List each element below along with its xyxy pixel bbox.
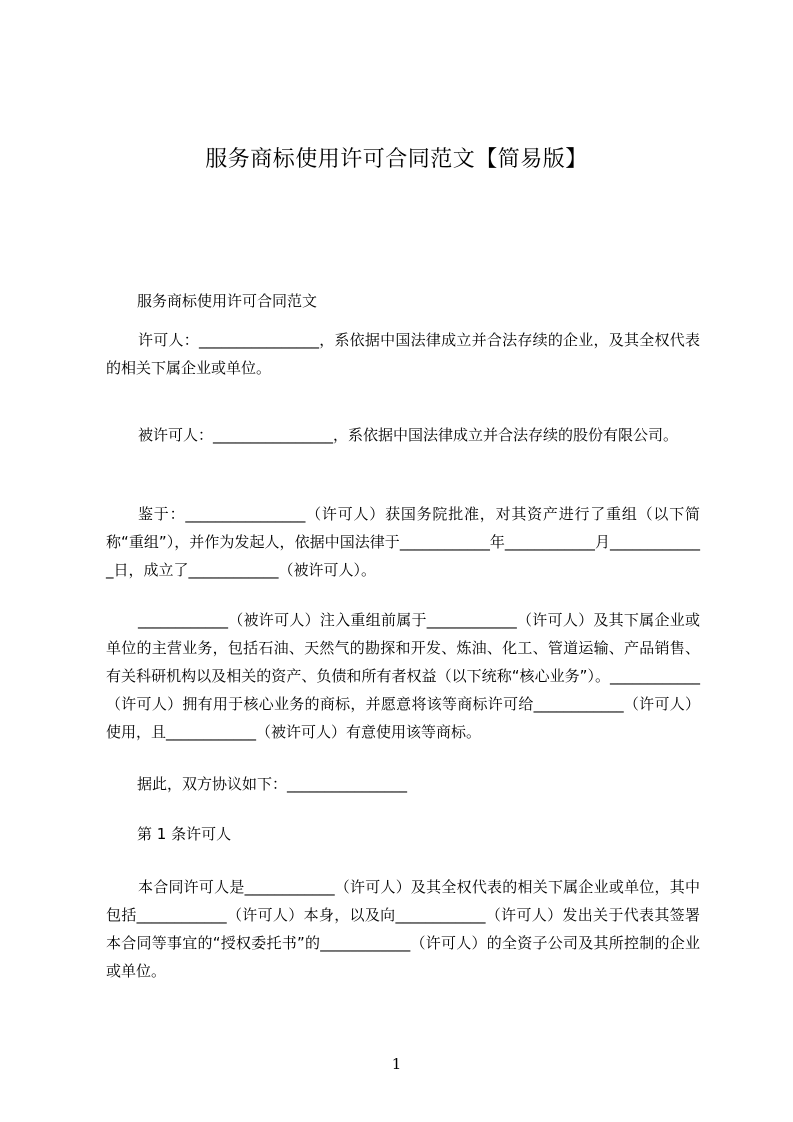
paragraph-article-1: 本合同许可人是____________（许可人）及其全权代表的相关下属企业或单位，其中包括____________（许可人）本身，以及向____________（许可人）发出关于代表其签署本合同等事宜的“授权委托书”的____________（许可人）的全资子公司及其所控制的企业或单位。	[106, 878, 700, 980]
paragraph-agreement: 据此，双方协议如下：________________	[137, 775, 408, 793]
document-title: 服务商标使用许可合同范文【简易版】	[205, 147, 588, 172]
paragraph-whereas: 鉴于：________________（许可人）获国务院批准，对其资产进行了重组（以下简称“重组”），并作为发起人，依据中国法律于____________年____________月_____________日，成立了____________（被许可人）。	[106, 505, 700, 579]
paragraph-licensor: 许可人：________________，系依据中国法律成立并合法存续的企业，及其全权代表的相关下属企业或单位。	[106, 331, 700, 377]
paragraph-core-business: ____________（被许可人）注入重组前属于____________（许可人）及其下属企业或单位的主营业务，包括石油、天然气的勘探和开发、炼油、化工、管道运输、产品销售、有关科研机构以及相关的资产、负债和所有者权益（以下统称“核心业务”）。____________（许可人）拥有用于核心业务的商标，并愿意将该等商标许可给____________（许可人）使用，且____________（被许可人）有意使用该等商标。	[106, 611, 700, 741]
page-number: 1	[391, 1055, 402, 1073]
article-1-heading: 第 1 条许可人	[137, 825, 232, 843]
document-subtitle: 服务商标使用许可合同范文	[137, 292, 318, 310]
paragraph-licensee: 被许可人：________________，系依据中国法律成立并合法存续的股份有限公司。	[138, 426, 679, 444]
